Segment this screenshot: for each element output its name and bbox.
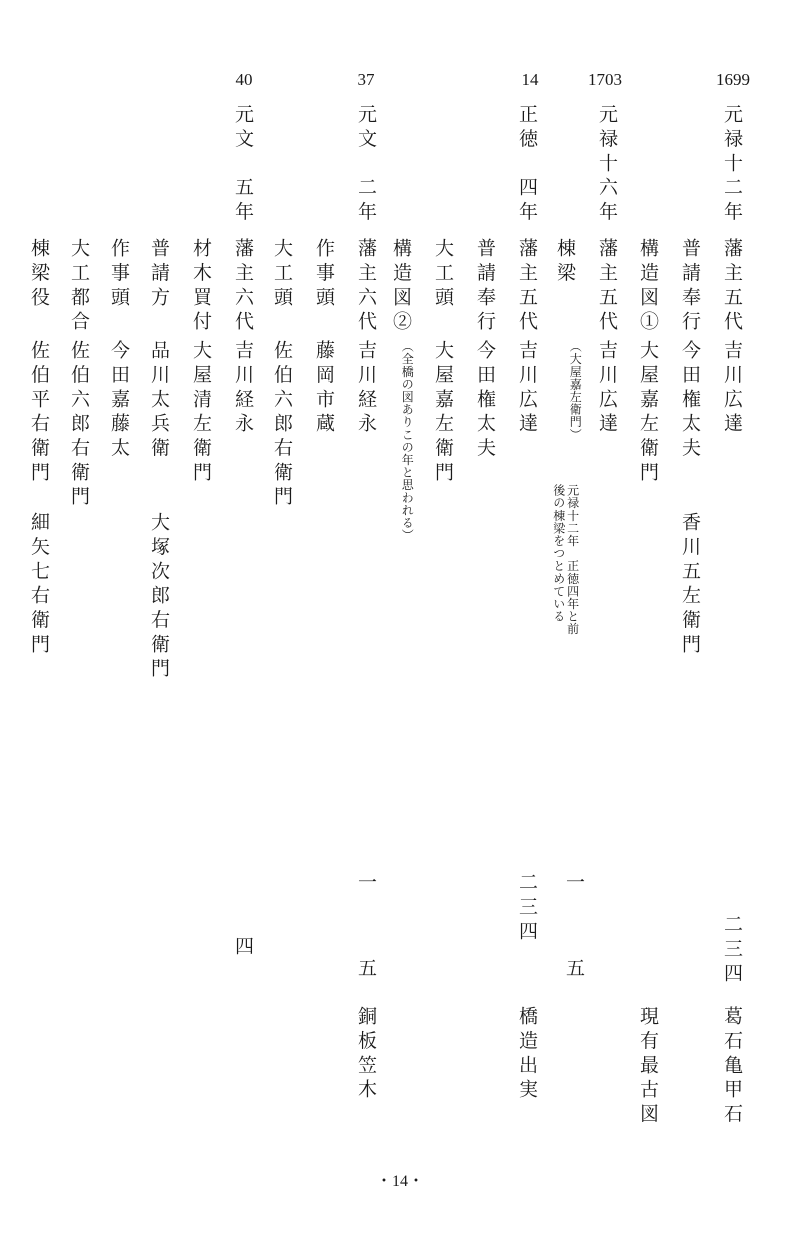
parenthetical-note: 元禄十二年 正徳四年と前 後の棟梁をつとめている [551,484,580,636]
person-name: 大屋嘉左衛門 [432,340,454,486]
reference-note: 葛石亀甲石 [721,1006,743,1128]
role-label: 普請方 [148,238,170,311]
role-label: 藩主五代 [516,238,538,336]
role-label: 棟梁役 [28,238,50,311]
person-name: 藤岡市蔵 [313,340,335,438]
reference-note: 橋造出実 [516,1006,538,1104]
parenthetical-note: （全橋の図ありこの年と思われる） [400,340,415,542]
role-label: 棟梁 [554,238,576,287]
role-label: 作事頭 [313,238,335,311]
role-label: 構造図① [637,238,659,336]
reference-number: 一 [355,872,377,897]
person-name: 香川五左衛門 [679,512,701,658]
person-name: 大屋嘉左衛門 [637,340,659,486]
person-name: 細矢七右衛門 [28,512,50,658]
person-name: 大屋清左衛門 [190,340,212,486]
era-date: 元文 二年 [355,104,377,226]
person-name: 佐伯六郎右衛門 [68,340,90,511]
reference-number: 五 [563,958,585,983]
role-label: 材木買付 [190,238,212,336]
year-number: 1699 [716,70,750,89]
role-label: 藩主六代 [232,238,254,336]
person-name: 佐伯六郎右衛門 [271,340,293,511]
person-name: 吉川経永 [355,340,377,438]
reference-note: 銅板笠木 [355,1006,377,1104]
person-name: 吉川広達 [721,340,743,438]
person-name: 今田権太夫 [679,340,701,462]
reference-note: 現有最古図 [637,1006,659,1128]
person-name: 今田嘉藤太 [108,340,130,462]
role-label: 構造図② [390,238,412,336]
person-name: 吉川広達 [596,340,618,438]
year-number: 1703 [588,70,622,89]
role-label: 普請奉行 [474,238,496,336]
role-label: 大工頭 [271,238,293,311]
page-number: ・14・ [375,1173,424,1190]
parenthetical-note: （大屋嘉左衛門） [568,340,583,441]
role-label: 作事頭 [108,238,130,311]
reference-number: 五 [355,958,377,983]
person-name: 佐伯平右衛門 [28,340,50,486]
era-date: 元文 五年 [232,104,254,226]
person-name: 大塚次郎右衛門 [148,512,170,683]
role-label: 藩主五代 [596,238,618,336]
reference-number: 四 [232,936,254,961]
role-label: 藩主五代 [721,238,743,336]
role-label: 大工都合 [68,238,90,336]
era-date: 正徳 四年 [516,104,538,226]
role-label: 普請奉行 [679,238,701,336]
reference-number: 一 [563,872,585,897]
year-number: 40 [235,70,253,89]
role-label: 藩主六代 [355,238,377,336]
year-number: 37 [357,70,375,89]
person-name: 吉川経永 [232,340,254,438]
era-date: 元禄十二年 [721,104,743,226]
reference-number: 二三四 [721,914,743,987]
person-name: 吉川広達 [516,340,538,438]
person-name: 品川太兵衛 [148,340,170,462]
reference-number: 二三四 [516,872,538,945]
person-name: 今田権太夫 [474,340,496,462]
year-number: 14 [521,70,539,89]
era-date: 元禄十六年 [596,104,618,226]
role-label: 大工頭 [432,238,454,311]
